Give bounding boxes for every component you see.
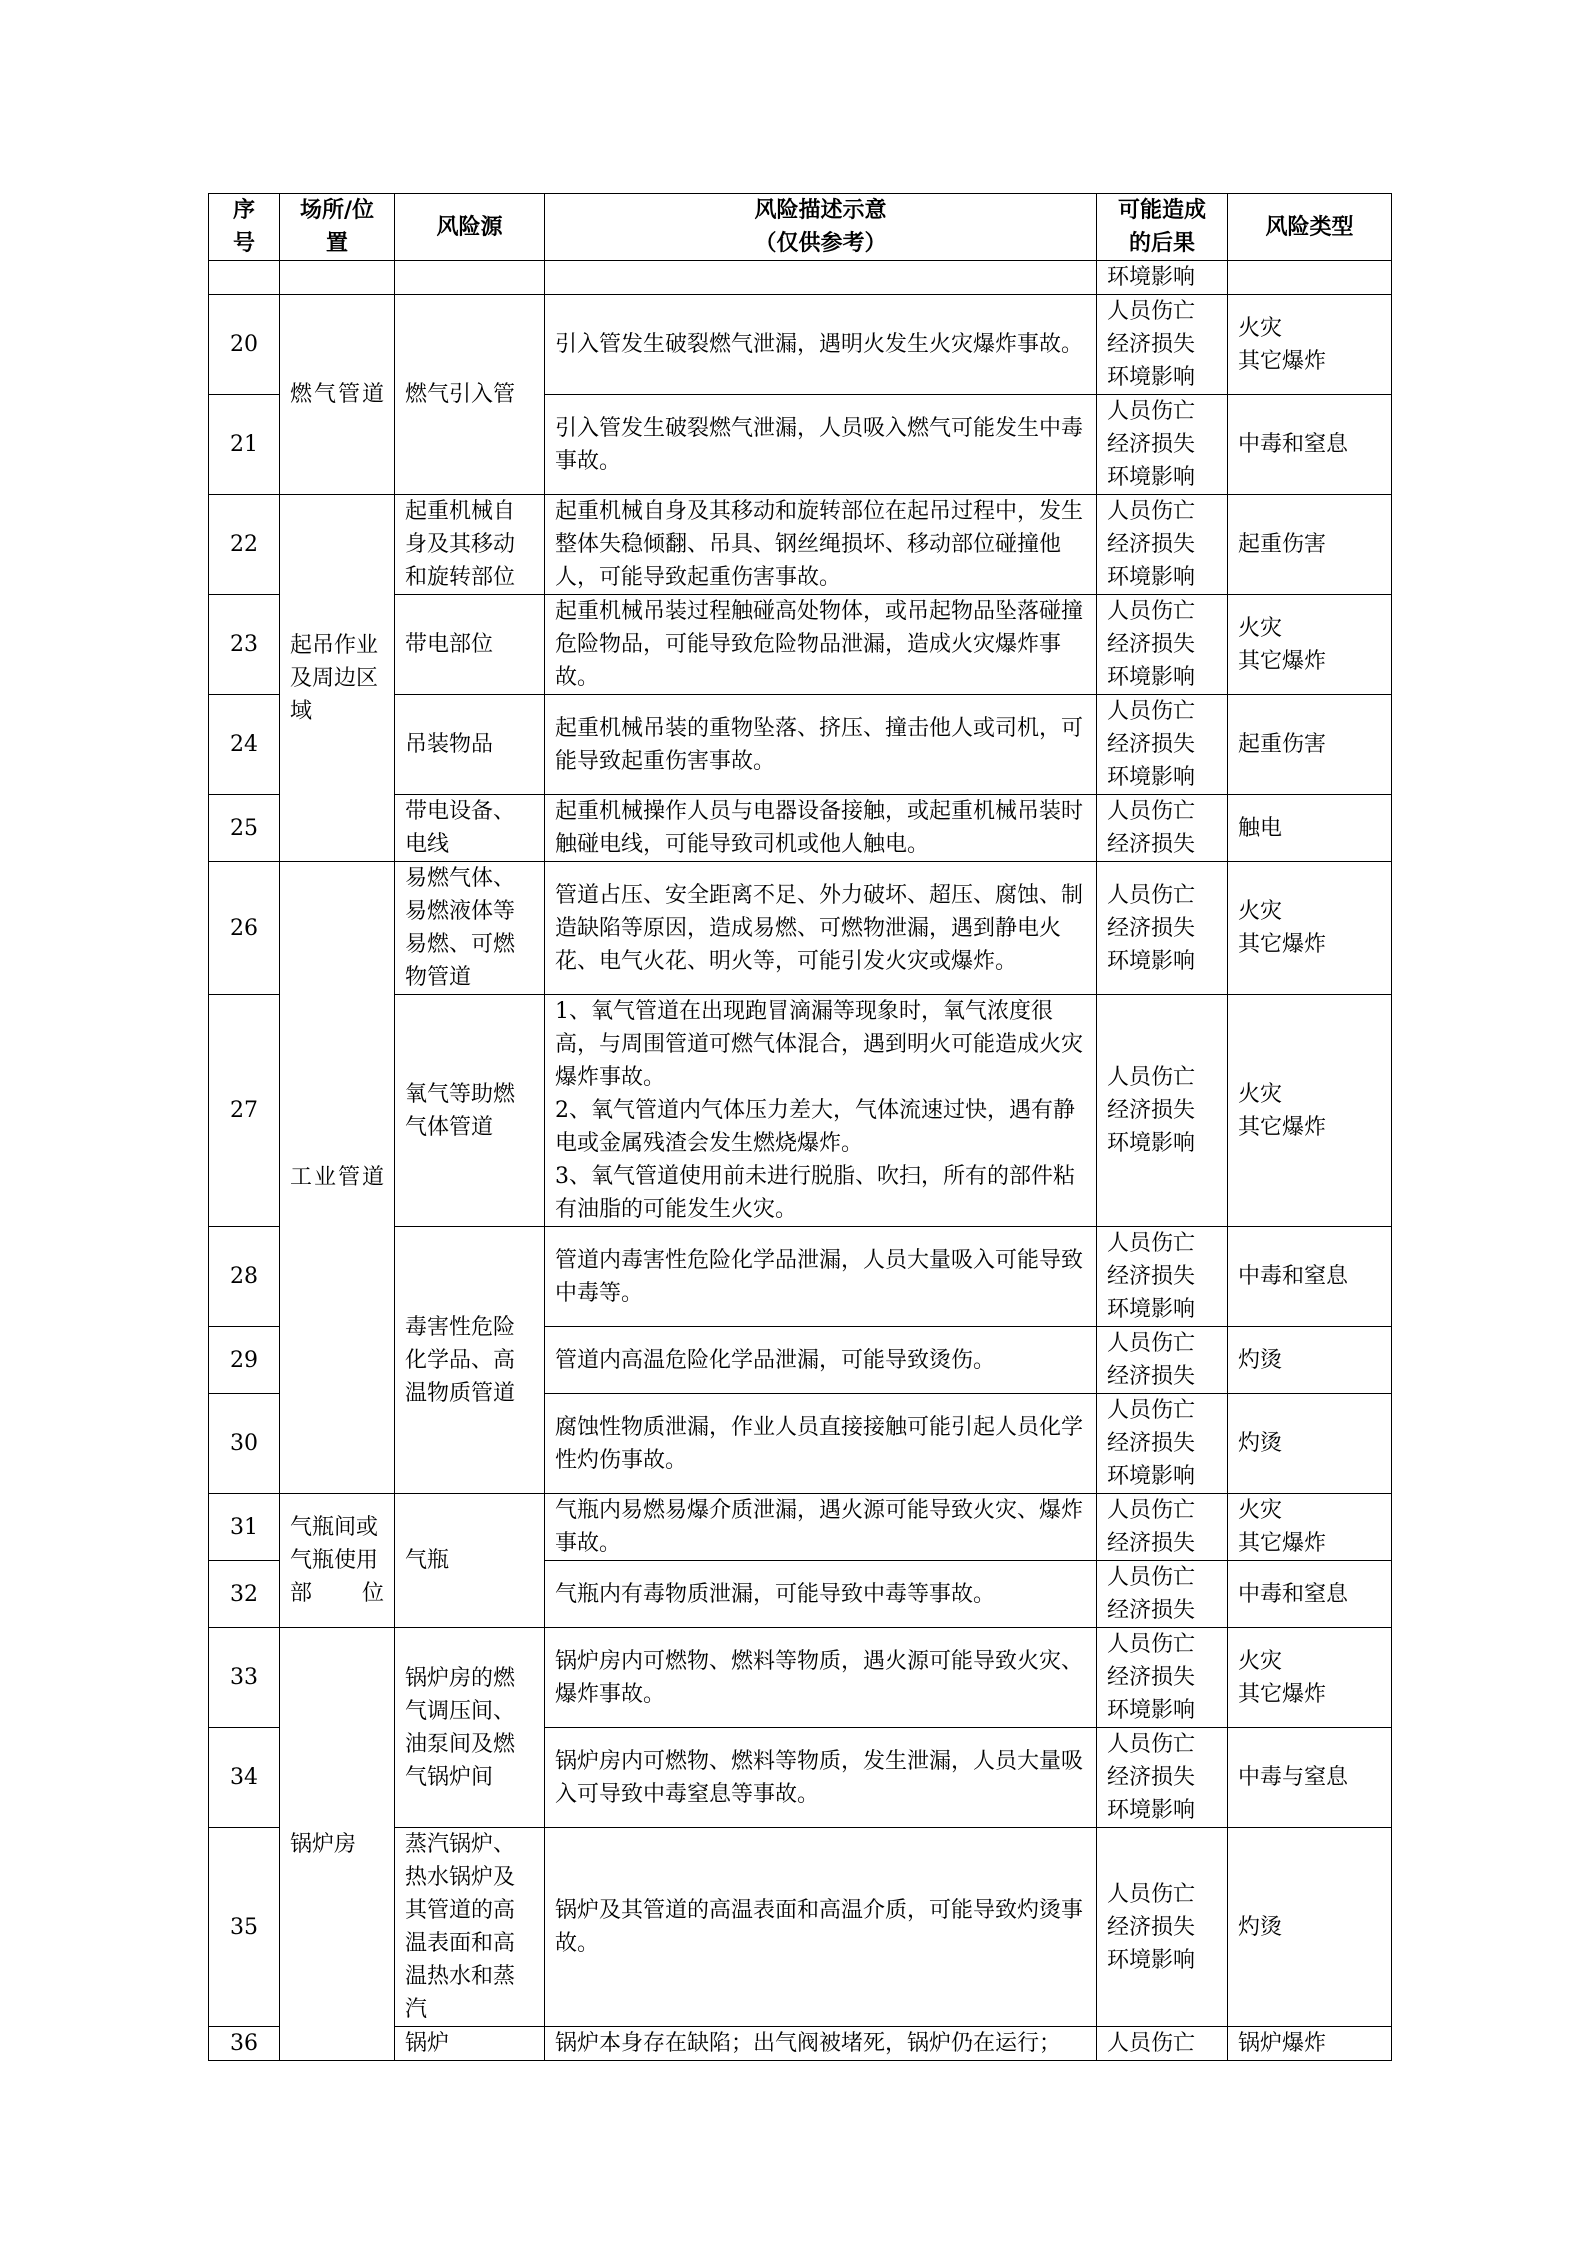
header-row [209, 194, 1392, 261]
cell-source: 起重机械自身及其移动和旋转部位 [395, 495, 545, 595]
cell-risk-type: 火灾 其它爆炸 [1228, 595, 1392, 695]
cell-blank [395, 261, 545, 295]
cell-no: 20 [209, 295, 280, 395]
cell-no: 28 [209, 1227, 280, 1327]
cell-no: 30 [209, 1394, 280, 1494]
cell-risk-type: 灼烫 [1228, 1327, 1392, 1394]
cell-no: 21 [209, 395, 280, 495]
cell-blank [209, 261, 280, 295]
cell-no: 24 [209, 695, 280, 795]
cell-risk-type: 中毒和窒息 [1228, 1227, 1392, 1327]
cell-description: 气瓶内有毒物质泄漏，可能导致中毒等事故。 [545, 1561, 1097, 1628]
cell-source: 燃气引入管 [395, 295, 545, 495]
cell-consequence: 人员伤亡 经济损失 环境影响 [1097, 1628, 1228, 1728]
cell-description: 引入管发生破裂燃气泄漏，人员吸入燃气可能发生中毒事故。 [545, 395, 1097, 495]
cell-no: 26 [209, 862, 280, 995]
cell-description: 腐蚀性物质泄漏，作业人员直接接触可能引起人员化学性灼伤事故。 [545, 1394, 1097, 1494]
cell-consequence: 人员伤亡 经济损失 环境影响 [1097, 1828, 1228, 2027]
cell-risk-type: 中毒与窒息 [1228, 1728, 1392, 1828]
cell-description: 管道内高温危险化学品泄漏，可能导致烫伤。 [545, 1327, 1097, 1394]
cell-source: 锅炉房的燃气调压间、油泵间及燃气锅炉间 [395, 1628, 545, 1828]
cell-risk-type: 触电 [1228, 795, 1392, 862]
cell-consequence: 人员伤亡 经济损失 环境影响 [1097, 995, 1228, 1227]
cell-risk-type: 中毒和窒息 [1228, 1561, 1392, 1628]
cell-consequence: 人员伤亡 经济损失 [1097, 1561, 1228, 1628]
cell-location: 燃气管道 [280, 295, 395, 495]
header-consequence: 可能造成的后果 [1097, 194, 1228, 261]
cell-risk-type: 火灾 其它爆炸 [1228, 295, 1392, 395]
header-location: 场所/位置 [280, 194, 395, 261]
cell-no: 33 [209, 1628, 280, 1728]
cell-source: 毒害性危险化学品、高温物质管道 [395, 1227, 545, 1494]
header-description: 风险描述示意 （仅供参考） [545, 194, 1097, 261]
cell-no: 23 [209, 595, 280, 695]
cell-source: 易燃气体、易燃液体等易燃、可燃物管道 [395, 862, 545, 995]
cell-risk-type: 火灾 其它爆炸 [1228, 862, 1392, 995]
cell-consequence: 人员伤亡 经济损失 [1097, 1494, 1228, 1561]
table-row-continuation [209, 261, 1392, 295]
cell-consequence: 人员伤亡 经济损失 环境影响 [1097, 495, 1228, 595]
cell-description: 起重机械吊装的重物坠落、挤压、撞击他人或司机，可能导致起重伤害事故。 [545, 695, 1097, 795]
cell-location: 气瓶间或气瓶使用部位 [280, 1494, 395, 1628]
cell-source: 气瓶 [395, 1494, 545, 1628]
cell-description: 气瓶内易燃易爆介质泄漏，遇火源可能导致火灾、爆炸事故。 [545, 1494, 1097, 1561]
cell-description: 管道内毒害性危险化学品泄漏，人员大量吸入可能导致中毒等。 [545, 1227, 1097, 1327]
cell-consequence: 人员伤亡 经济损失 环境影响 [1097, 395, 1228, 495]
cell-no: 25 [209, 795, 280, 862]
cell-source: 带电部位 [395, 595, 545, 695]
cell-consequence: 人员伤亡 经济损失 环境影响 [1097, 295, 1228, 395]
cell-risk-type: 中毒和窒息 [1228, 395, 1392, 495]
cell-consequence: 人员伤亡 经济损失 环境影响 [1097, 862, 1228, 995]
cell-source: 带电设备、电线 [395, 795, 545, 862]
cell-consequence: 人员伤亡 经济损失 环境影响 [1097, 1227, 1228, 1327]
cell-consequence: 人员伤亡 经济损失 环境影响 [1097, 595, 1228, 695]
table-row [209, 1494, 1392, 1561]
cell-risk-type: 火灾 其它爆炸 [1228, 995, 1392, 1227]
cell-source: 蒸汽锅炉、热水锅炉及其管道的高温表面和高温热水和蒸汽 [395, 1828, 545, 2027]
cell-description: 锅炉及其管道的高温表面和高温介质，可能导致灼烫事故。 [545, 1828, 1097, 2027]
cell-description: 锅炉本身存在缺陷；出气阀被堵死，锅炉仍在运行； [545, 2027, 1097, 2061]
cell-risk-type: 起重伤害 [1228, 495, 1392, 595]
cell-consequence: 人员伤亡 [1097, 2027, 1228, 2061]
header-no: 序号 [209, 194, 280, 261]
cell-consequence: 环境影响 [1097, 261, 1228, 295]
cell-risk-type: 起重伤害 [1228, 695, 1392, 795]
cell-description: 1、氧气管道在出现跑冒滴漏等现象时，氧气浓度很高，与周围管道可燃气体混合，遇到明火可能造成火灾爆炸事故。 2、氧气管道内气体压力差大，气体流速过快，遇有静电或金属残渣会发生燃烧爆炸。 3、氧气管道使用前未进行脱脂、吹扫，所有的部件粘有油脂的可能发生火灾。 [545, 995, 1097, 1227]
cell-description: 管道占压、安全距离不足、外力破坏、超压、腐蚀、制造缺陷等原因，造成易燃、可燃物泄漏，遇到静电火花、电气火花、明火等，可能引发火灾或爆炸。 [545, 862, 1097, 995]
cell-description: 锅炉房内可燃物、燃料等物质，发生泄漏，人员大量吸入可导致中毒窒息等事故。 [545, 1728, 1097, 1828]
cell-blank [280, 261, 395, 295]
cell-description: 起重机械自身及其移动和旋转部位在起吊过程中，发生整体失稳倾翻、吊具、钢丝绳损坏、移动部位碰撞他人，可能导致起重伤害事故。 [545, 495, 1097, 595]
cell-consequence: 人员伤亡 经济损失 环境影响 [1097, 1728, 1228, 1828]
cell-description: 起重机械吊装过程触碰高处物体，或吊起物品坠落碰撞危险物品，可能导致危险物品泄漏，造成火灾爆炸事故。 [545, 595, 1097, 695]
cell-consequence: 人员伤亡 经济损失 [1097, 795, 1228, 862]
header-risk-type: 风险类型 [1228, 194, 1392, 261]
cell-no: 29 [209, 1327, 280, 1394]
cell-no: 31 [209, 1494, 280, 1561]
cell-location: 锅炉房 [280, 1628, 395, 2061]
cell-no: 22 [209, 495, 280, 595]
risk-table [208, 193, 1392, 2061]
cell-location: 工业管道 [280, 862, 395, 1494]
cell-no: 27 [209, 995, 280, 1227]
table-row [209, 862, 1392, 995]
cell-no: 32 [209, 1561, 280, 1628]
cell-risk-type: 灼烫 [1228, 1828, 1392, 2027]
header-source: 风险源 [395, 194, 545, 261]
table-row [209, 295, 1392, 395]
cell-consequence: 人员伤亡 经济损失 环境影响 [1097, 695, 1228, 795]
cell-consequence: 人员伤亡 经济损失 环境影响 [1097, 1394, 1228, 1494]
cell-source: 氧气等助燃气体管道 [395, 995, 545, 1227]
cell-description: 起重机械操作人员与电器设备接触，或起重机械吊装时触碰电线，可能导致司机或他人触电。 [545, 795, 1097, 862]
cell-source: 吊装物品 [395, 695, 545, 795]
cell-no: 34 [209, 1728, 280, 1828]
cell-consequence: 人员伤亡 经济损失 [1097, 1327, 1228, 1394]
cell-risk-type: 锅炉爆炸 [1228, 2027, 1392, 2061]
cell-description: 锅炉房内可燃物、燃料等物质，遇火源可能导致火灾、爆炸事故。 [545, 1628, 1097, 1728]
cell-location: 起吊作业及周边区域 [280, 495, 395, 862]
table-row [209, 495, 1392, 595]
cell-no: 35 [209, 1828, 280, 2027]
cell-risk-type: 火灾 其它爆炸 [1228, 1628, 1392, 1728]
cell-risk-type: 火灾 其它爆炸 [1228, 1494, 1392, 1561]
cell-no: 36 [209, 2027, 280, 2061]
cell-description: 引入管发生破裂燃气泄漏，遇明火发生火灾爆炸事故。 [545, 295, 1097, 395]
table-row [209, 1628, 1392, 1728]
cell-source: 锅炉 [395, 2027, 545, 2061]
cell-risk-type: 灼烫 [1228, 1394, 1392, 1494]
cell-blank [1228, 261, 1392, 295]
cell-blank [545, 261, 1097, 295]
